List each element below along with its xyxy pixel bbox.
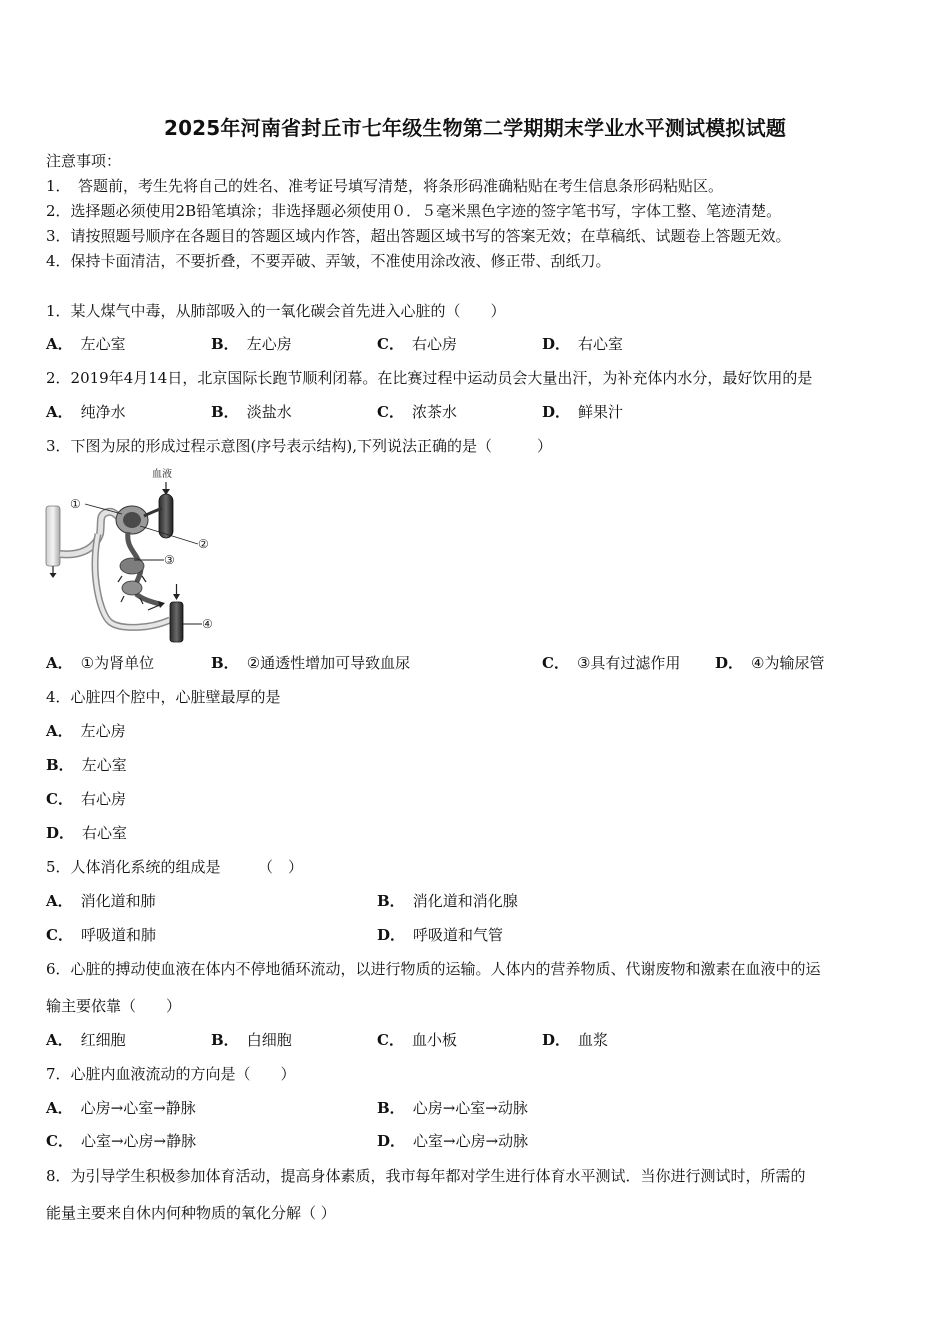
q1-option-c[interactable] [377, 334, 457, 354]
option-key: D． [46, 824, 75, 842]
q3-option-d[interactable] [715, 653, 824, 673]
option-text: 血浆 [578, 1031, 609, 1049]
q6-option-a[interactable] [46, 1030, 126, 1050]
option-text: 白细胞 [246, 1031, 292, 1049]
question-4-stem: 4．心脏四个腔中，心脏壁最厚的是 [46, 688, 281, 706]
q5-option-a[interactable] [46, 891, 156, 911]
option-key: C． [46, 926, 73, 944]
option-text: 血小板 [411, 1031, 457, 1049]
question-7-stem: 7．心脏内血液流动的方向是（ ） [46, 1065, 296, 1083]
page-title: 2025年河南省封丘市七年级生物第二学期期末学业水平测试模拟试题 [163, 116, 787, 140]
question-2-stem: 2．2019年4月14日，北京国际长跑节顺利闭幕。在比赛过程中运动员会大量出汗，为补充体内水分，最好饮用的是 [46, 369, 813, 387]
q7-option-a[interactable] [46, 1098, 196, 1118]
notice-item: 4．保持卡面清洁，不要折叠，不要弄破、弄皱，不准使用涂改液、修正带、刮纸刀。 [46, 252, 611, 270]
option-text: 心房→心室→动脉 [412, 1099, 528, 1117]
capillary-out [136, 594, 160, 604]
option-text: ②通透性增加可导致血尿 [246, 654, 411, 672]
arrow-head [173, 594, 180, 600]
option-key: B． [377, 892, 405, 910]
notice-item: 2．选择题必须使用2B铅笔填涂；非选择题必须使用０．５毫米黑色字迹的签字笔书写，字体工整、笔迹清楚。 [46, 202, 782, 220]
option-text: 呼吸道和肺 [80, 926, 156, 944]
q1-option-d[interactable] [542, 334, 623, 354]
option-text: 右心房 [411, 335, 457, 353]
option-text: 纯净水 [80, 403, 126, 421]
option-text: 心房→心室→静脉 [80, 1099, 196, 1117]
option-key: D． [542, 1031, 571, 1049]
option-key: C． [46, 1132, 73, 1150]
option-text: 浓茶水 [411, 403, 457, 421]
question-5-stem: 5．人体消化系统的组成是 （ ） [46, 858, 304, 876]
option-key: A． [46, 1099, 73, 1117]
notice-item: 1． 答题前，考生先将自己的姓名、准考证号填写清楚，将条形码准确粘贴在考生信息条形码粘贴区。 [46, 177, 724, 195]
marker-3: ③ [164, 553, 175, 567]
option-key: A． [46, 335, 73, 353]
q7-option-d[interactable] [377, 1131, 528, 1151]
option-text: 消化道和肺 [80, 892, 156, 910]
option-text: 右心室 [82, 824, 128, 842]
question-6-stem: 6．心脏的搏动使血液在体内不停地循环流动，以进行物质的运输。人体内的营养物质、代谢废物和激素在血液中的运 [46, 960, 821, 978]
arrow-line [121, 596, 124, 602]
option-text: 消化道和消化腺 [412, 892, 518, 910]
option-key: A． [46, 403, 73, 421]
q5-option-b[interactable] [377, 891, 518, 911]
option-text: 左心房 [80, 722, 126, 740]
option-key: B． [211, 403, 239, 421]
option-key: A． [46, 892, 73, 910]
option-key: B． [46, 756, 74, 774]
option-text: ④为输尿管 [751, 654, 825, 672]
arrow-head [158, 601, 165, 608]
q6-option-d[interactable] [542, 1030, 608, 1050]
option-key: B． [211, 654, 239, 672]
option-text: 右心室 [578, 335, 624, 353]
option-key: C． [542, 654, 569, 672]
q2-option-b[interactable] [211, 402, 292, 422]
option-key: D． [377, 1132, 406, 1150]
option-key: C． [377, 335, 404, 353]
option-key: B． [211, 335, 239, 353]
notice-heading: 注意事项： [46, 152, 122, 170]
q4-option-b[interactable] [46, 755, 127, 775]
glomerulus [123, 512, 141, 528]
q1-option-b[interactable] [211, 334, 292, 354]
notice-item: 3．请按照题号顺序在各题目的答题区域内作答，超出答题区域书写的答案无效；在草稿纸、试题卷上答题无效。 [46, 227, 791, 245]
option-text: 淡盐水 [246, 403, 292, 421]
option-text: 红细胞 [80, 1031, 126, 1049]
q5-option-d[interactable] [377, 925, 503, 945]
option-key: C． [377, 1031, 404, 1049]
q1-option-a[interactable] [46, 334, 126, 354]
marker-4: ④ [202, 617, 213, 631]
question-8-stem-cont: 能量主要来自休内何种物质的氧化分解（ ） [46, 1204, 336, 1222]
renal-vein [170, 602, 183, 642]
q4-option-c[interactable] [46, 789, 126, 809]
marker-1: ① [70, 497, 81, 511]
diagram-label-blood: 血液 [152, 469, 172, 480]
option-text: 心室→心房→动脉 [413, 1132, 529, 1150]
option-key: D． [542, 403, 571, 421]
arrow-line [142, 576, 146, 582]
option-text: 左心室 [81, 756, 127, 774]
q6-option-c[interactable] [377, 1030, 457, 1050]
q7-option-b[interactable] [377, 1098, 528, 1118]
q3-option-c[interactable] [542, 653, 680, 673]
option-key: D． [377, 926, 406, 944]
option-key: D． [542, 335, 571, 353]
q4-option-d[interactable] [46, 823, 127, 843]
blood-vessel [159, 494, 173, 538]
option-key: A． [46, 722, 73, 740]
q2-option-a[interactable] [46, 402, 126, 422]
option-text: 左心房 [246, 335, 292, 353]
option-text: 鲜果汁 [578, 403, 624, 421]
q2-option-d[interactable] [542, 402, 623, 422]
option-text: 呼吸道和气管 [413, 926, 504, 944]
option-text: ③具有过滤作用 [576, 654, 681, 672]
capillary-network [122, 581, 142, 595]
q6-option-b[interactable] [211, 1030, 292, 1050]
question-8-stem: 8．为引导学生积极参加体育活动，提高身体素质，我市每年都对学生进行体育水平测试．当你进行测试时，所需的 [46, 1167, 806, 1185]
option-key: B． [211, 1031, 239, 1049]
option-key: A． [46, 1031, 73, 1049]
q3-option-a[interactable] [46, 653, 154, 673]
option-key: D． [715, 654, 744, 672]
arrow-line [118, 576, 122, 582]
option-text: 左心室 [80, 335, 126, 353]
option-text: 右心房 [80, 790, 126, 808]
option-text: ①为肾单位 [80, 654, 155, 672]
q4-option-a[interactable] [46, 721, 126, 741]
question-3-stem: 3．下图为尿的形成过程示意图(序号表示结构),下列说法正确的是（ ） [46, 437, 553, 455]
q7-option-c[interactable] [46, 1131, 196, 1151]
collecting-tube [46, 506, 60, 566]
marker-2: ② [198, 537, 209, 551]
option-key: C． [46, 790, 73, 808]
question-6-stem-cont: 输主要依靠（ ） [46, 997, 182, 1015]
option-key: A． [46, 654, 73, 672]
option-key: B． [377, 1099, 405, 1117]
q3-option-b[interactable] [211, 653, 410, 673]
arrow-head [50, 573, 57, 578]
q2-option-c[interactable] [377, 402, 457, 422]
option-text: 心室→心房→静脉 [80, 1132, 197, 1150]
urine-formation-diagram [40, 464, 222, 646]
option-key: C． [377, 403, 404, 421]
question-1-stem: 1．某人煤气中毒，从肺部吸入的一氧化碳会首先进入心脏的（ ） [46, 302, 506, 320]
q5-option-c[interactable] [46, 925, 156, 945]
